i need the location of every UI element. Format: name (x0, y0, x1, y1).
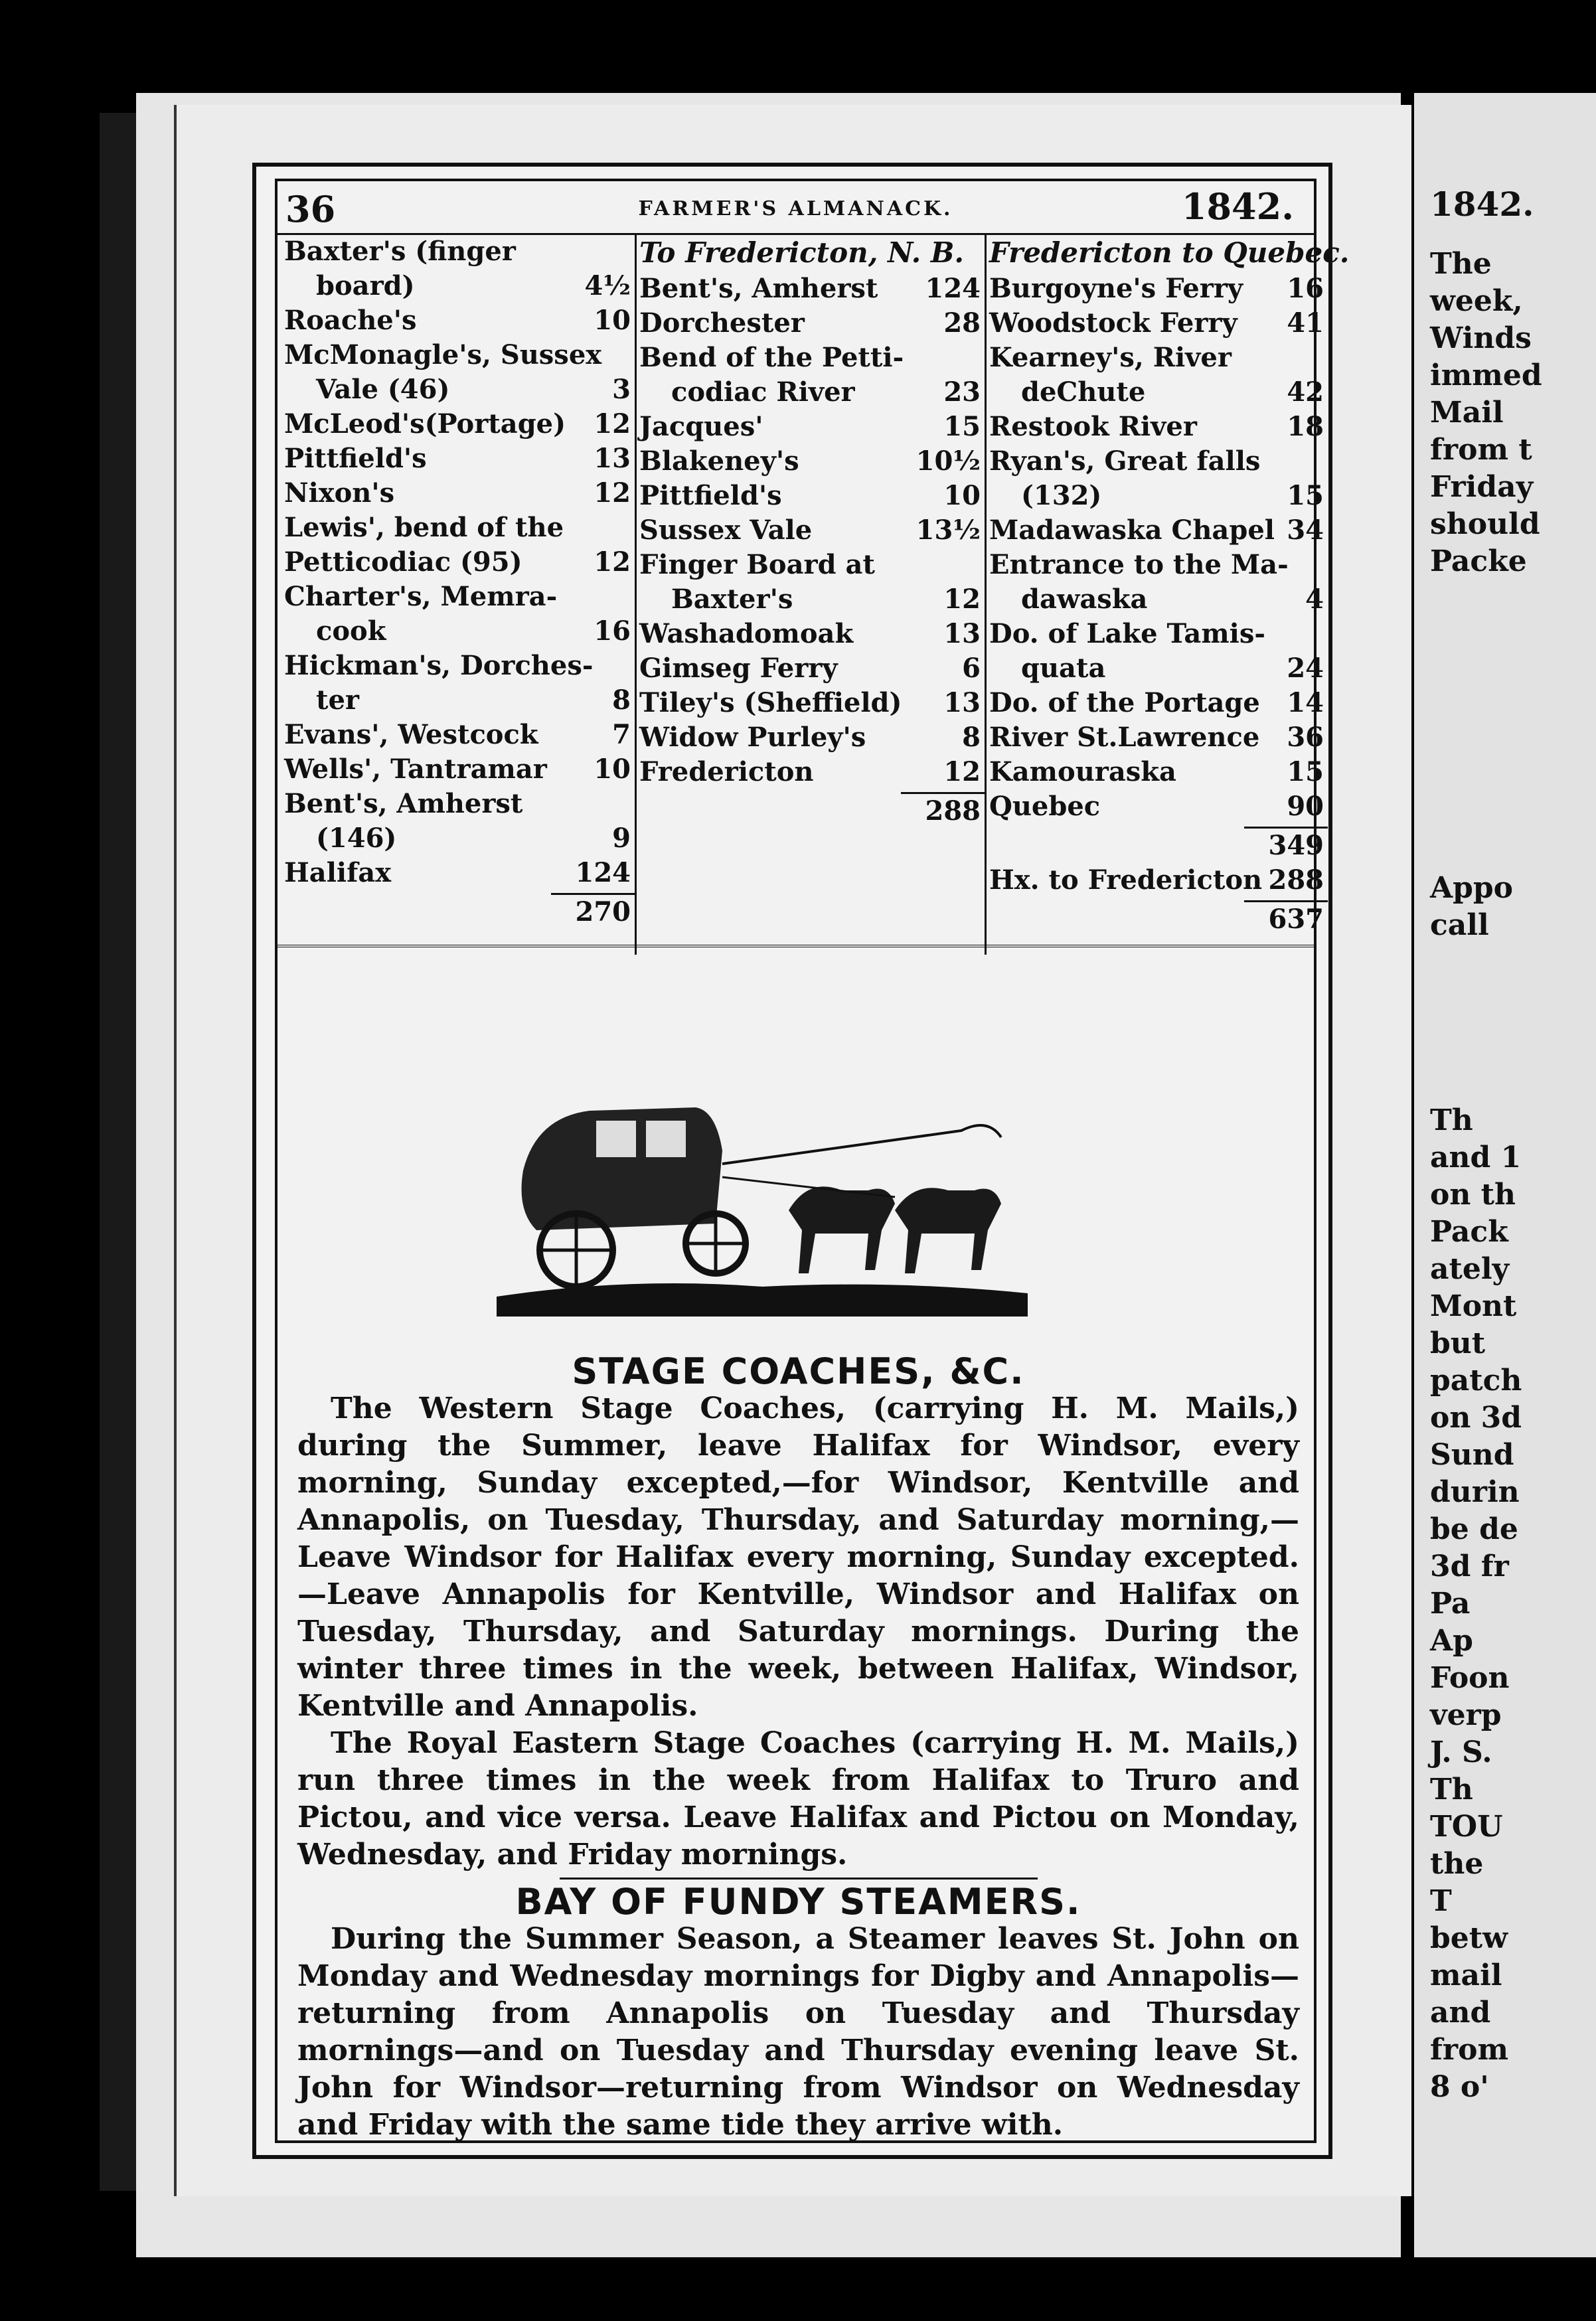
route-row (284, 511, 635, 545)
right-page-line: from (1430, 2033, 1509, 2067)
route-row (989, 720, 1328, 755)
right-page-line: but (1430, 1326, 1486, 1360)
section-divider (278, 945, 1314, 947)
route-place: Quebec (989, 791, 1101, 822)
route-row (284, 269, 635, 303)
right-page-line: Sund (1430, 1438, 1514, 1472)
route-row (639, 306, 985, 341)
route-place: Nixon's (284, 477, 395, 509)
route-row (284, 407, 635, 441)
route-distance: 4 (1305, 584, 1324, 615)
route-column-fredericton (639, 234, 987, 955)
right-page-line: Pa (1430, 1587, 1471, 1621)
right-page-line: mail (1430, 1959, 1502, 1992)
route-rows (989, 272, 1328, 824)
route-row (989, 651, 1328, 686)
stage-coaches-section (297, 1350, 1299, 2144)
route-place: Burgoyne's Ferry (989, 273, 1243, 304)
route-row (989, 375, 1328, 410)
route-row (989, 341, 1328, 375)
route-distance: 10 (594, 754, 631, 785)
right-page-line: Friday (1430, 470, 1534, 504)
route-distance: 10 (594, 305, 631, 336)
right-page-line: call (1430, 908, 1489, 942)
route-row (989, 272, 1328, 306)
route-row (284, 580, 635, 614)
route-place: Lewis', bend of the (284, 512, 564, 543)
route-row (284, 821, 635, 856)
route-distance: 24 (1287, 653, 1324, 684)
right-page-line: Th (1430, 1103, 1473, 1137)
route-distance: 18 (1287, 411, 1324, 442)
route-place: Roache's (284, 305, 417, 336)
route-row (639, 651, 985, 686)
route-distance: 15 (1287, 756, 1324, 787)
section-rule (560, 1878, 1038, 1880)
route-place: Fredericton (639, 756, 814, 787)
distance-table (278, 234, 1350, 981)
right-page-line: verp (1430, 1698, 1502, 1732)
route-row (639, 272, 985, 306)
right-page-line: Pack (1430, 1215, 1508, 1249)
route-distance: 23 (943, 376, 981, 408)
route-place: Restook River (989, 411, 1197, 442)
page-title: FARMER'S ALMANACK. (638, 197, 953, 220)
route-place: Hx. to Fredericton (989, 864, 1263, 896)
route-place: Tiley's (Sheffield) (639, 687, 902, 718)
right-page-line: ately (1430, 1252, 1510, 1286)
route-row (284, 545, 635, 580)
route-row (639, 755, 985, 789)
route-row (989, 513, 1328, 548)
right-page-line: the (1430, 1847, 1484, 1881)
book-spine (100, 113, 139, 2191)
route-place: Wells', Tantramar (284, 754, 547, 785)
route-column-halifax (284, 234, 637, 955)
route-distance: 8 (612, 684, 631, 716)
route-row (639, 410, 985, 444)
route-place: codiac River (671, 376, 855, 408)
right-page-line: Packe (1430, 544, 1527, 578)
route-distance: 10½ (916, 445, 981, 477)
right-page-line: The (1430, 247, 1492, 281)
route-distance: 13 (943, 618, 981, 649)
route-distance: 15 (943, 411, 981, 442)
route-row (284, 303, 635, 338)
eastern-coaches-paragraph: The Royal Eastern Stage Coaches (carrying H. M. Mails,) run three times in the week from Halifax to Truro and Pictou, and vice versa. Leave Halifax and Pictou on Monday, Wednesday, and Friday mornings. (297, 1726, 1299, 1872)
route-place: Woodstock Ferry (989, 307, 1237, 339)
route-row (284, 856, 635, 890)
route-place: board) (316, 270, 415, 301)
right-page-line: betw (1430, 1921, 1508, 1955)
right-page-line: Ap (1430, 1624, 1473, 1658)
stage-coach-illustration (497, 1091, 1028, 1317)
route-rows (639, 272, 985, 789)
route-row (989, 686, 1328, 720)
right-page-line: week, (1430, 284, 1523, 318)
route-subtotal: 349 (1244, 827, 1328, 863)
steamers-paragraph: During the Summer Season, a Steamer leaves St. John on Monday and Wednesday mornings for Digby and Annapolis—returning from Annapolis on Tuesday and Thursday mornings—and on Tuesday and Thursday evening leave St. John for Windsor—returning from Windsor on Wednesday and Friday with the same tide they arrive with. (297, 1922, 1299, 2142)
route-distance: 12 (594, 477, 631, 509)
route-distance: 14 (1287, 687, 1324, 718)
route-distance: 90 (1287, 791, 1324, 822)
route-row (639, 720, 985, 755)
right-page-line: from t (1430, 433, 1532, 467)
column-heading: Fredericton to Quebec. (989, 236, 1350, 269)
route-row (284, 683, 635, 718)
route-place: Entrance to the Ma- (989, 549, 1289, 580)
route-distance: 124 (925, 273, 981, 304)
route-place: Do. of Lake Tamis- (989, 618, 1265, 649)
route-distance: 4½ (584, 270, 631, 301)
right-page-line: should (1430, 507, 1540, 541)
right-page-line: Th (1430, 1773, 1473, 1806)
route-distance: 3 (612, 374, 631, 405)
route-place: Baxter's (finger (284, 236, 516, 267)
right-page-year: 1842. (1430, 185, 1534, 224)
right-page-line: patch (1430, 1364, 1522, 1398)
route-place: quata (1021, 653, 1106, 684)
route-row (284, 718, 635, 752)
route-place: Halifax (284, 857, 392, 888)
right-page-line: T (1430, 1884, 1452, 1918)
route-row (284, 441, 635, 476)
route-place: Sussex Vale (639, 515, 813, 546)
route-column-quebec (989, 234, 1350, 955)
right-page-line: Foon (1430, 1661, 1510, 1695)
route-place: Charter's, Memra- (284, 581, 558, 612)
route-distance: 12 (594, 408, 631, 440)
stage-coaches-heading: STAGE COACHES, &C. (572, 1350, 1025, 1392)
route-row (639, 617, 985, 651)
route-row (284, 752, 635, 787)
right-page-line: durin (1430, 1475, 1520, 1509)
right-page-line: and 1 (1430, 1141, 1522, 1174)
route-row (284, 787, 635, 821)
route-distance: 16 (1287, 273, 1324, 304)
route-row (284, 234, 635, 269)
right-page-line: immed (1430, 359, 1542, 392)
route-place: dawaska (1021, 584, 1148, 615)
column-heading: To Fredericton, N. B. (639, 236, 965, 269)
route-distance: 42 (1287, 376, 1324, 408)
route-grand-total: 637 (1244, 900, 1328, 937)
route-distance: 7 (612, 719, 631, 750)
right-page (1414, 93, 1596, 2257)
route-place: (132) (1021, 480, 1102, 511)
route-place: Petticodiac (95) (284, 546, 522, 578)
route-place: Baxter's (671, 584, 793, 615)
route-row (989, 444, 1328, 479)
route-row (639, 686, 985, 720)
route-row (989, 755, 1328, 789)
route-place: (146) (316, 823, 397, 854)
route-distance: 12 (943, 756, 981, 787)
right-page-line: Mail (1430, 396, 1504, 430)
route-row (284, 372, 635, 407)
route-distance: 16 (594, 615, 631, 647)
route-row (284, 614, 635, 649)
route-total: 270 (551, 893, 635, 929)
route-place: McLeod's(Portage) (284, 408, 566, 440)
route-row (989, 479, 1328, 513)
right-page-line: on 3d (1430, 1401, 1522, 1435)
route-row (989, 617, 1328, 651)
route-distance: 12 (594, 546, 631, 578)
route-distance: 41 (1287, 307, 1324, 339)
right-page-line: be de (1430, 1512, 1518, 1546)
route-place: Blakeney's (639, 445, 799, 477)
route-place: Bend of the Petti- (639, 342, 904, 373)
western-coaches-paragraph: The Western Stage Coaches, (carrying H. M. Mails,) during the Summer, leave Halifax for Windsor, every morning, Sunday excepted,—for Windsor, Kentville and Annapolis, on Tuesday, Thursday, and Saturday morning,—Leave Windsor for Halifax every morning, Sunday excepted.—Leave Annapolis for Kentville, Windsor and Halifax on Tuesday, Thursday, and Saturday mornings. During the winter three times in the week, between Halifax, Windsor, Kentville and Annapolis. (297, 1392, 1299, 1723)
route-row (639, 375, 985, 410)
route-place: Washadomoak (639, 618, 854, 649)
route-row (989, 863, 1328, 898)
almanac-page-frame (252, 163, 1350, 2159)
steamers-heading: BAY OF FUNDY STEAMERS. (515, 1881, 1081, 1923)
route-place: Finger Board at (639, 549, 875, 580)
page-inner-border (275, 179, 1350, 2143)
route-distance: 124 (575, 857, 631, 888)
right-page-line: 3d fr (1430, 1550, 1509, 1583)
route-place: Hickman's, Dorches- (284, 650, 594, 681)
route-place: Vale (46) (316, 374, 450, 405)
route-row (639, 479, 985, 513)
route-distance: 13½ (916, 515, 981, 546)
route-place: Madawaska Chapel (989, 515, 1275, 546)
right-page-line: and (1430, 1996, 1491, 2030)
right-page-line: on th (1430, 1178, 1516, 1212)
route-distance: 15 (1287, 480, 1324, 511)
route-place: Widow Purley's (639, 722, 866, 753)
route-distance: 13 (943, 687, 981, 718)
page-header (278, 181, 1314, 235)
route-row (639, 582, 985, 617)
route-distance: 6 (962, 653, 981, 684)
right-page-line: Appo (1430, 871, 1514, 905)
route-place: Bent's, Amherst (284, 788, 523, 819)
route-place: Do. of the Portage (989, 687, 1260, 718)
page-number: 36 (285, 188, 336, 230)
route-distance: 10 (943, 480, 981, 511)
route-row (989, 582, 1328, 617)
route-row (284, 476, 635, 511)
right-page-line: Winds (1430, 321, 1532, 355)
route-row (989, 306, 1328, 341)
right-page-line: 8 o' (1430, 2070, 1489, 2104)
route-total: 288 (901, 792, 985, 829)
route-row (639, 548, 985, 582)
route-place: Kearney's, River (989, 342, 1232, 373)
route-place: cook (316, 615, 386, 647)
route-place: River St.Lawrence (989, 722, 1260, 753)
right-page-line: Mont (1430, 1289, 1517, 1323)
route-place: ter (316, 684, 359, 716)
route-distance: 13 (594, 443, 631, 474)
route-place: Bent's, Amherst (639, 273, 878, 304)
route-row (639, 341, 985, 375)
route-row (989, 789, 1328, 824)
route-place: Kamouraska (989, 756, 1176, 787)
route-place: McMonagle's, Sussex (284, 339, 602, 370)
route-distance: 12 (943, 584, 981, 615)
route-row (639, 513, 985, 548)
route-place: Pittfield's (639, 480, 782, 511)
right-page-line: J. S. (1430, 1735, 1492, 1769)
route-row (284, 649, 635, 683)
route-distance: 36 (1287, 722, 1324, 753)
route-row (989, 410, 1328, 444)
route-place: Pittfield's (284, 443, 427, 474)
right-page-line: TOU (1430, 1810, 1503, 1844)
route-distance: 28 (943, 307, 981, 339)
route-row (989, 548, 1328, 582)
route-place: Gimseg Ferry (639, 653, 838, 684)
route-distance: 9 (612, 823, 631, 854)
page-year: 1842. (1181, 185, 1294, 228)
route-place: Dorchester (639, 307, 805, 339)
route-distance: 288 (1268, 864, 1324, 896)
route-place: Evans', Westcock (284, 719, 538, 750)
route-distance: 8 (962, 722, 981, 753)
route-place: deChute (1021, 376, 1146, 408)
route-rows (284, 234, 635, 890)
route-distance: 34 (1287, 515, 1324, 546)
route-row (284, 338, 635, 372)
route-row (639, 444, 985, 479)
route-place: Jacques' (639, 411, 763, 442)
route-place: Ryan's, Great falls (989, 445, 1261, 477)
